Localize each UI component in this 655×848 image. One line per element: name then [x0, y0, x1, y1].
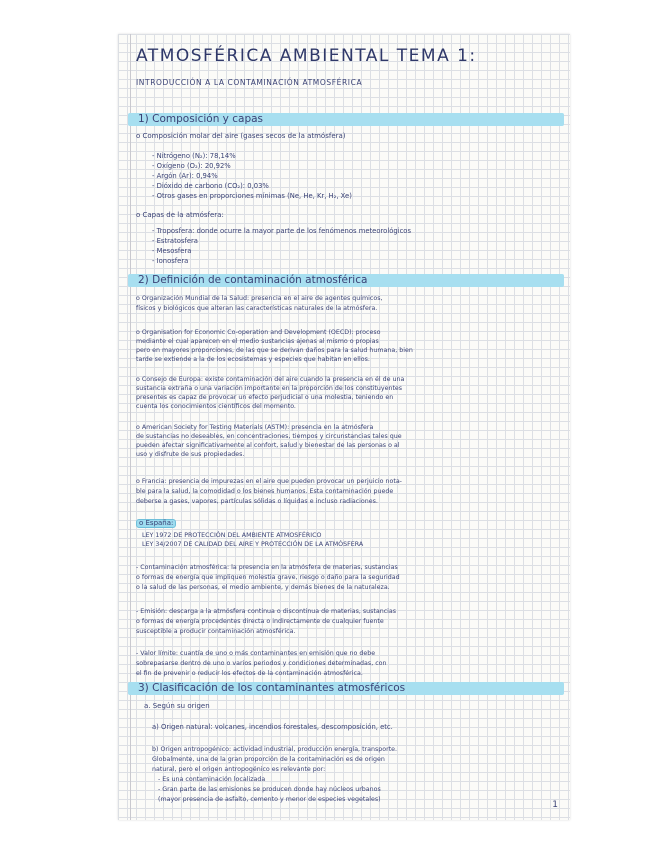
definition-line: mediante el cual aparecen en el medio sustancias ajenas al mismo o propias: [136, 338, 379, 345]
espana-item-line: - Contaminación atmosférica: la presencia en la atmósfera de materias, sustancias: [136, 564, 398, 571]
law-line: LEY 1972 DE PROTECCIÓN DEL AMBIENTE ATMOSFÉRICO: [142, 532, 322, 539]
page-number: 1: [552, 800, 558, 810]
composicion-item: - Argón (Ar): 0,94%: [152, 172, 218, 180]
definition-line: o Organización Mundial de la Salud: presencia en el aire de agentes químicos,: [136, 295, 383, 302]
definition-line: de sustancias no deseables, en concentraciones, tiempos y circunstancias tales que: [136, 433, 402, 440]
definition-line: pueden afectar significativamente al confort, salud y bienestar de las personas o al: [136, 442, 400, 449]
law-line: LEY 34/2007 DE CALIDAD DEL AIRE Y PROTECCIÓN DE LA ATMÓSFERA: [142, 541, 364, 548]
espana-item-line: sobrepasarse dentro de uno o varios periodos y condiciones determinadas, con: [136, 660, 387, 667]
page-title: ATMOSFÉRICA AMBIENTAL TEMA 1:: [136, 46, 477, 66]
page-subtitle: INTRODUCCIÓN A LA CONTAMINACIÓN ATMOSFÉRICA: [136, 78, 363, 87]
espana-item-line: o formas de energía procedentes directa o indirectamente de cualquier fuente: [136, 618, 384, 625]
definition-line: presentes es capaz de provocar un efecto perjudicial o una molestia, teniendo en: [136, 394, 394, 401]
definition-line: o Organisation for Economic Co-operation and Development (OECD): proceso: [136, 329, 381, 336]
notebook-page: [118, 34, 570, 820]
origen-antropogenico-line: Globalmente, una de la gran proporción de la contaminación es de origen: [152, 756, 385, 763]
section-2-heading: 2) Definición de contaminación atmosférica: [138, 274, 368, 286]
definition-line: deberse a gases, vapores, partículas sólidas o líquidas e incluso radiaciones.: [136, 498, 378, 505]
composicion-heading: o Composición molar del aire (gases secos de la atmósfera): [136, 132, 346, 140]
capas-item: - Estratosfera: [152, 237, 198, 245]
clasificacion-subheading: a. Según su origen: [144, 702, 210, 710]
origen-natural: a) Origen natural: volcanes, incendios forestales, descomposición, etc.: [152, 723, 393, 731]
section-3-heading: 3) Clasificación de los contaminantes atmosféricos: [138, 682, 406, 694]
antropogenico-point: - Gran parte de las emisiones se producen donde hay núcleos urbanos: [158, 786, 381, 793]
definition-line: físicos y biológicos que alteran las características naturales de la atmósfera.: [136, 305, 378, 312]
definition-line: o American Society for Testing Materials (ASTM): presencia en la atmósfera: [136, 424, 374, 431]
composicion-item: - Nitrógeno (N₂): 78,14%: [152, 152, 236, 160]
definition-line: ble para la salud, la comodidad o los bienes humanos. Esta contaminación puede: [136, 488, 394, 495]
definition-line: o Consejo de Europa: existe contaminación del aire cuando la presencia en él de una: [136, 376, 405, 383]
capas-item: - Troposfera: donde ocurre la mayor parte de los fenómenos meteorológicos: [152, 227, 412, 235]
espana-item-line: susceptible a producir contaminación atmosférica.: [136, 628, 296, 635]
definition-line: tarde se extiende a la de los ecosistemas y especies que habitan en ellos.: [136, 356, 370, 363]
origen-antropogenico-line: natural, pero el origen antropogénico es relevante por:: [152, 766, 326, 773]
definition-line: cuenta los conocimientos científicos del momento.: [136, 403, 296, 410]
composicion-item: - Dióxido de carbono (CO₂): 0,03%: [152, 182, 269, 190]
antropogenico-point: - Es una contaminación localizada: [158, 776, 266, 783]
composicion-item: - Otros gases en proporciones mínimas (Ne, He, Kr, H₂, Xe): [152, 192, 352, 200]
definition-line: uso y disfrute de sus propiedades.: [136, 451, 245, 458]
origen-antropogenico-line: b) Origen antropogénico: actividad industrial, producción energía, transporte.: [152, 746, 398, 753]
section-1-heading: 1) Composición y capas: [138, 113, 264, 125]
definition-line: sustancia extraña o una variación importante en la proporción de los constituyentes: [136, 385, 403, 392]
capas-item: - Ionosfera: [152, 257, 189, 265]
espana-item-line: o la salud de las personas, el medio ambiente, y demás bienes de la naturaleza.: [136, 584, 390, 591]
espana-item-line: o formas de energía que impliquen molestia grave, riesgo o daño para la seguridad: [136, 574, 400, 581]
capas-item: - Mesosfera: [152, 247, 192, 255]
espana-item-line: - Valor límite: cuantía de uno o más contaminantes en emisión que no debe: [136, 650, 376, 657]
espana-item-line: el fin de prevenir o reducir los efectos de la contaminación atmosférica.: [136, 670, 363, 677]
espana-item-line: - Emisión: descarga a la atmósfera continua o discontinua de materias, sustancias: [136, 608, 397, 615]
definition-line: o Francia: presencia de impurezas en el aire que pueden provocar un perjuicio nota-: [136, 478, 402, 485]
espana-heading: o España:: [136, 519, 176, 528]
antropogenico-point: (mayor presencia de asfalto, cemento y menor de especies vegetales): [158, 796, 381, 803]
definition-line: pero en mayores proporciones, de las que se derivan daños para la salud humana, bien: [136, 347, 413, 354]
composicion-item: - Oxígeno (O₂): 20,92%: [152, 162, 231, 170]
capas-heading: o Capas de la atmósfera:: [136, 211, 224, 219]
margin-line: [130, 34, 131, 820]
